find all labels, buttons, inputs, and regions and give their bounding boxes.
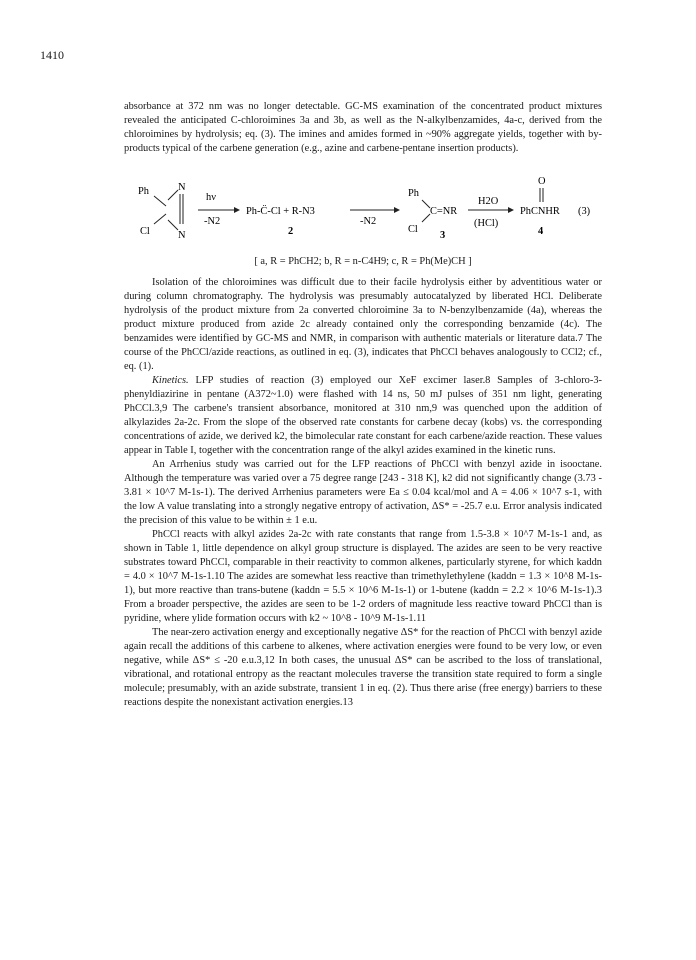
compound-label-3: 3 [440,230,446,241]
compound-label-4: 4 [538,226,544,237]
paragraph-4: An Arrhenius study was carried out for the LFP reactions of PhCCl with benzyl azide in isooctane. Although the temperature was varied over a 75 degree range [243 - 318 K], k2 did not significantly change (3.73 - 3.81 × 10^7 M-1s-1). The derived Arrhenius parameters were Ea ≤ 0.04 kcal/mol and A = 4.06 × 10^7 s-1, with the low A value translating into a strongly negative entropy of activation, ΔS* = -25.7 e.u. Error analysis indicated the precision of this value to be within ± 1 e.u. [124,459,602,526]
page-number: 1410 [40,48,64,62]
amide-formula: PhCNHR [520,206,560,217]
minus-n2-label-1: -N2 [204,216,221,227]
scheme-caption: [ a, R = PhCH2; b, R = n-C4H9; c, R = Ph(Me)CH ] [254,256,472,267]
hcl-label: (HCl) [474,218,499,229]
paragraph-3-text: LFP studies of reaction (3) employed our XeF excimer laser.8 Samples of 3-chloro-3-phenyldiazirine in pentane (A372~1.0) were flashed with 14 ns, 50 mJ pulses of 351 nm light, generating PhCCl.3,9 The carbene's transient absorbance, monitored at 310 nm,9 was quenched upon the addition of alkylazides 2a-2c. From the slope of the observed rate constants for carbene decay (kobs) vs. the corresponding concentrations of azide, we derived k2, the bimolecular rate constant for each carbene/azide reaction. These values appear in Table I, together with the concentration range of the alkyl azides examined in the kinetic runs. [124,375,602,456]
paragraph-5: PhCCl reacts with alkyl azides 2a-2c with rate constants that range from 1.5-3.8 × 10^7 M-1s-1 and, as shown in Table 1, little dependence on alkyl group structure is displayed. The azides are seen to be very reactive substrates toward PhCCl, comparable in their reactivity to common alkenes, particularly styrene, for which kaddn = 4.0 × 10^7 M-1s-1.10 The azides are somewhat less reactive than trimethylethylene (kaddn = 1.3 × 10^8 M-1s-1), but more reactive than trans-butene (kaddn = 5.5 × 10^6 M-1s-1) or 1-butene (kaddn = 2.2 × 10^6 M-1s-1).3 From a broader perspective, the azides are seen to be 1-2 orders of magnitude less reactive toward PhCCl than is pyridine, where ylide formation occurs with k2 ~ 10^8 - 10^9 M-1s-1.11 [124,529,602,624]
paragraph-1 [124,100,602,156]
diazirine-cl: Cl [140,226,150,237]
equation-number: (3) [578,206,591,217]
body-text [124,276,602,710]
hv-label: hν [206,192,216,203]
paragraph-6: The near-zero activation energy and exceptionally negative ΔS* for the reaction of PhCCl with benzyl azide again recall the additions of this carbene to alkenes, where activation energies were found to be very low, or even negative, while ΔS* ≤ -20 e.u.3,12 In both cases, the unusual ΔS* can be ascribed to the loss of translational, vibrational, and rotational entropy as the reactant molecules traverse the transition state required to form a single molecule; presumably, with an azide substrate, transient 1 in eq. (2). Thus there arise (free energy) barriers to these reactions despite the nonexistant activation energies.13 [124,627,602,708]
reaction-scheme [124,176,602,266]
paragraph-3 [124,374,602,458]
amide-o: O [538,176,546,187]
compound-label-2: 2 [288,226,294,237]
diazirine-ph: Ph [138,186,149,197]
arrow-3-head [508,207,514,213]
imine-bond-cl [422,214,430,222]
imine-cl: Cl [408,224,418,235]
diazirine-n-bottom: N [178,230,186,241]
diazirine-n-top: N [178,182,186,193]
kinetics-heading: Kinetics. [152,375,189,386]
minus-n2-label-2: -N2 [360,216,377,227]
h2o-label: H2O [478,196,499,207]
paragraph-2: Isolation of the chloroimines was difficult due to their facile hydrolysis either by adventitious water or during column chromatography. The hydrolysis was presumably autocatalyzed by liberated HCl. Deliberate hydrolysis of the product mixture from 2a converted chloroimine 3a to N-benzylbenzamide (4a), whereas the product mixture produced from azide 2c already contained only the corresponding benzamide (4c). The benzamides were identified by GC-MS and NMR, in comparison with authentic materials or literature data.7 The course of the PhCCl/azide reactions, as outlined in eq. (3), indicates that PhCCl behaves analogously to CCl2; cf., eq. (1). [124,277,602,372]
imine-cnr: C=NR [430,206,458,217]
diazirine-structure [154,190,183,230]
carbene-plus-azide: Ph-C̈-Cl + R-N3 [246,206,315,217]
imine-ph: Ph [408,188,419,199]
paragraph-1-text: absorbance at 372 nm was no longer detectable. GC-MS examination of the concentrated product mixtures revealed the anticipated C-chloroimines 3a and 3b, as well as the N-alkylbenzamides, 4a-c, derived from the chloroimines by hydrolysis; eq. (3). The imines and amides formed in ~90% aggregate yields, together with by-products typical of the carbene generation (e.g., azine and carbene-pentane insertion products). [124,101,602,154]
arrow-1-head [234,207,240,213]
imine-bond-ph [422,200,430,208]
arrow-2-head [394,207,400,213]
